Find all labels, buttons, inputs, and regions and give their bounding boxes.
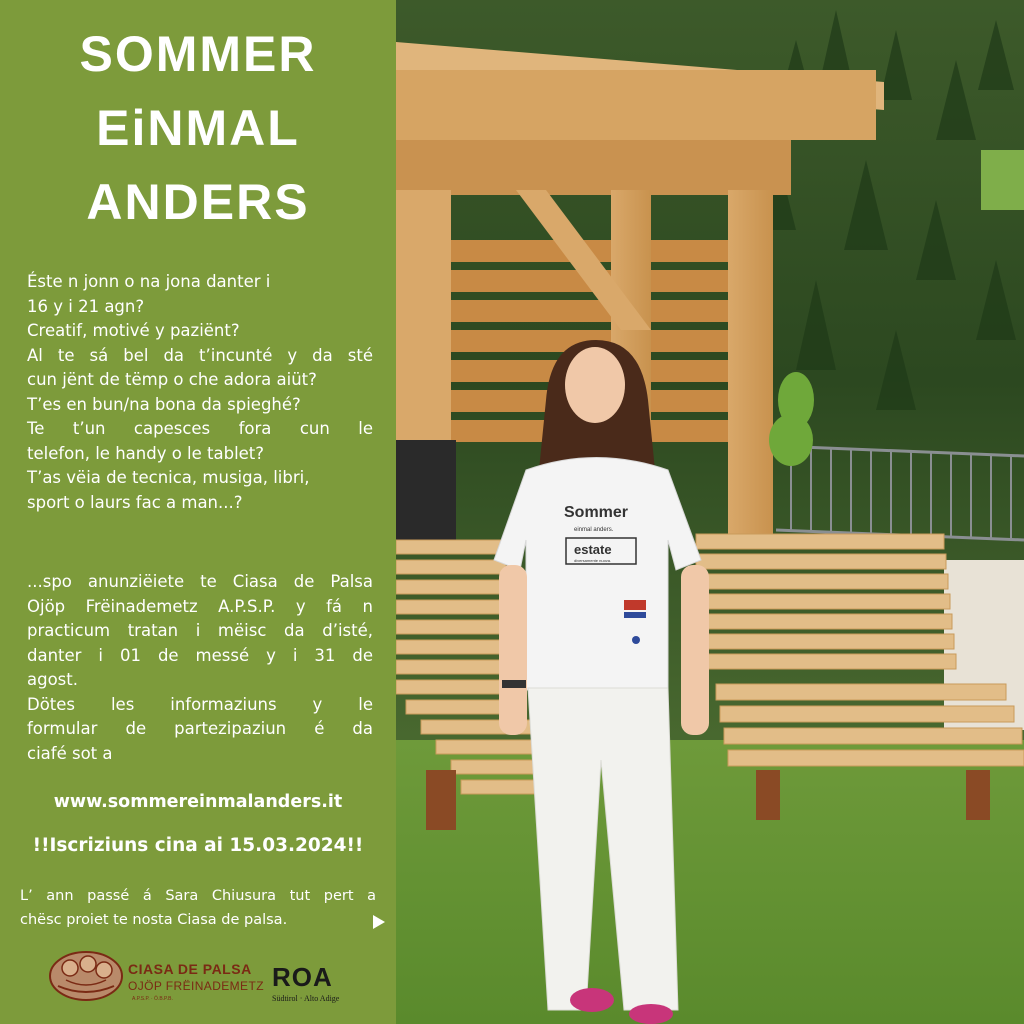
- intro-line: Éste n jonn o na jona danter i: [27, 272, 271, 291]
- last-year-note: [20, 884, 376, 932]
- website-link[interactable]: www.sommereinmalanders.it: [53, 792, 343, 812]
- intro-line: Te t’un capesces fora cun le: [27, 419, 373, 438]
- note-line: L’ ann passé á Sara Chiusura tut pert a: [20, 888, 376, 904]
- roa-logo-subtitle: Südtirol · Alto Adige: [272, 994, 340, 1003]
- details-line: agost.: [27, 670, 78, 689]
- roa-logo: ROA: [272, 962, 333, 992]
- note-line: chësc proiet te nosta Ciasa de palsa.: [20, 912, 288, 928]
- intro-line: sport o laurs fac a man...?: [27, 492, 243, 512]
- shirt-text-einmal: einmal anders.: [574, 527, 614, 533]
- intro-line: T’as vëia de tecnica, musiga, libri,: [27, 468, 310, 487]
- logo-left-name: CIASA DE PALSA: [128, 961, 252, 977]
- intro-line: T’es en bun/na bona da spieghé?: [27, 394, 301, 414]
- play-arrow-icon[interactable]: [373, 915, 385, 929]
- title-line-2: EiNMAL: [96, 100, 300, 156]
- shirt-text-estate: estate: [574, 542, 612, 557]
- title-line-1: SOMMER: [79, 26, 317, 82]
- ciasa-de-palsa-logo-icon: [48, 946, 124, 1002]
- details-line: formular de partezipaziun é da: [27, 719, 373, 738]
- intro-line: telefon, le handy o le tablet?: [27, 443, 265, 463]
- details-line: danter i 01 de messé y i 31 de: [27, 645, 373, 665]
- registration-deadline: !!Iscriziuns cina ai 15.03.2024!!: [32, 835, 364, 856]
- details-line: ciafé sot a: [27, 743, 113, 763]
- shirt-text-sommer: Sommer: [564, 504, 629, 521]
- green-text-panel: [0, 0, 396, 1024]
- title-line-3: ANDERS: [86, 174, 310, 230]
- logo-left-tiny: A.P.S.P. · Ö.B.P.B.: [132, 996, 173, 1002]
- details-line: practicum tratan i mëisc da d’isté,: [27, 621, 373, 640]
- intro-line: cun jënt de tëmp o che adora aiüt?: [27, 370, 317, 389]
- details-paragraph: [27, 570, 373, 766]
- details-line: Ojöp Frëinademetz A.P.S.P. y fá n: [27, 596, 373, 616]
- details-line: ...spo anunziëiete te Ciasa de Palsa: [27, 572, 373, 591]
- intro-line: 16 y i 21 agn?: [27, 296, 145, 316]
- intro-paragraph: [27, 270, 373, 515]
- photo-pavilion-girl: [396, 0, 1024, 1024]
- intro-line: Al te sá bel da t’incunté y da sté: [27, 345, 373, 365]
- logo-left-subtitle: OJÖP FRËINADEMETZ: [128, 979, 264, 993]
- intro-line: Creatif, motivé y paziënt?: [27, 321, 240, 340]
- shirt-text-diversamente: diversamente nuova.: [574, 558, 612, 563]
- details-line: Dötes les informaziuns y le: [27, 694, 373, 714]
